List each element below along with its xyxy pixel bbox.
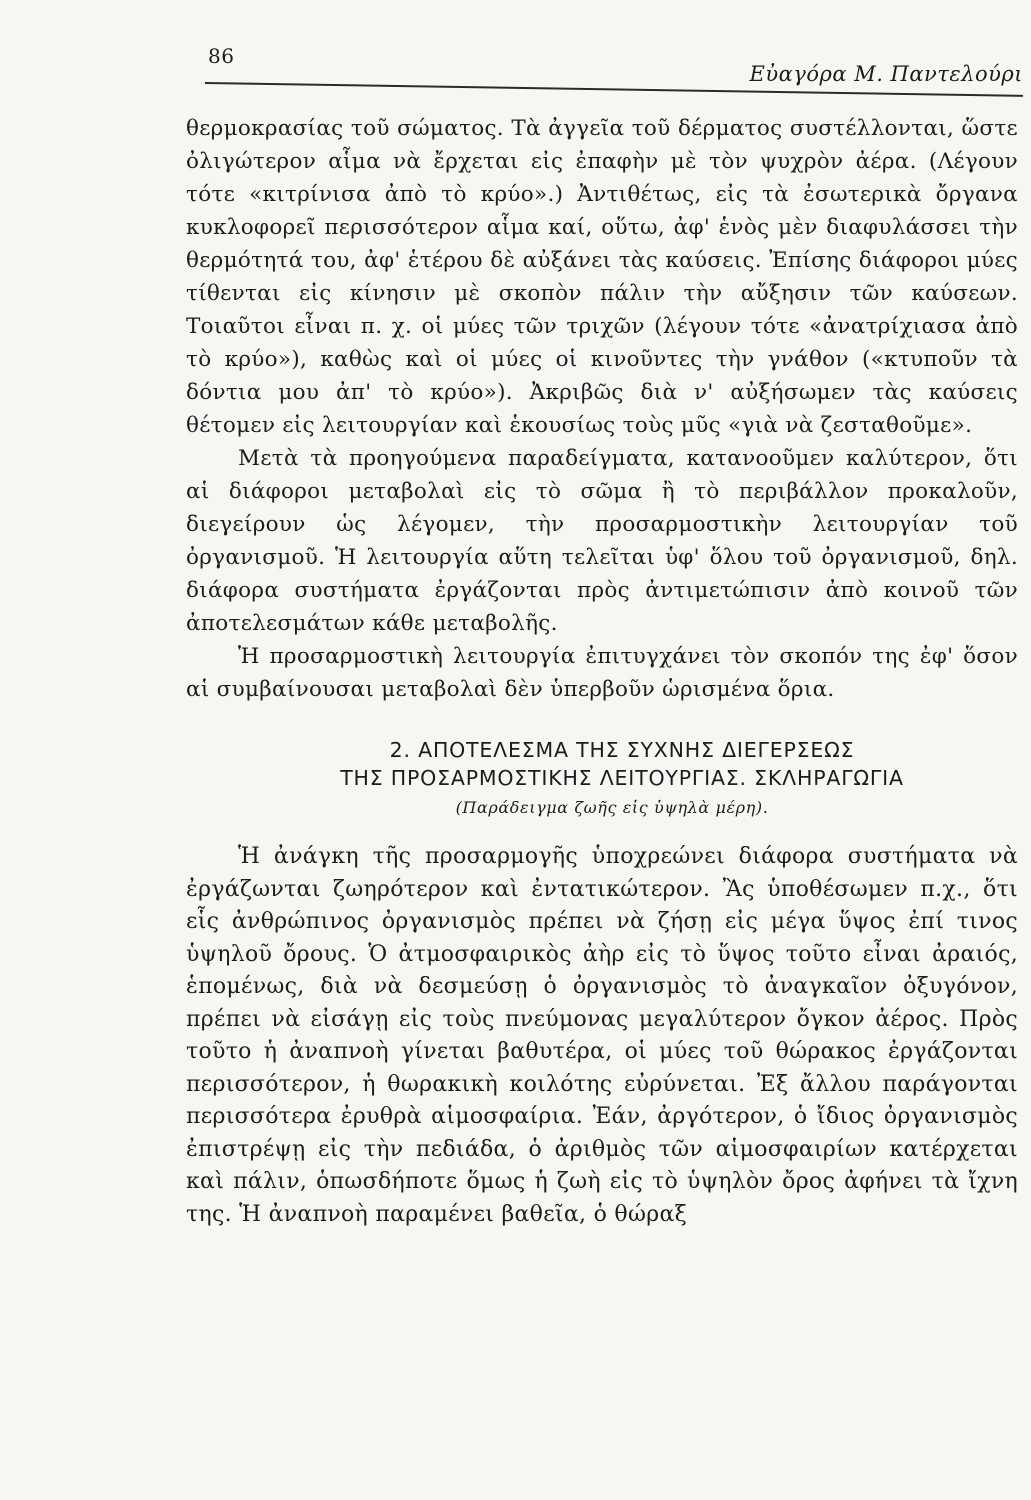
page-number: 86 — [208, 44, 235, 68]
section-paragraph: Ἡ ἀνάγκη τῆς προσαρμογῆς ὑποχρεώνει διάφορα συστήματα νὰ ἐργάζωνται ζωηρότερον καὶ ἐντατικώτερον. Ἂς ὑποθέσωμεν π.χ., ὅτι εἷς ἀνθρώπινος ὀργανισμὸς πρέπει νὰ ζήσῃ εἰς μέγα ὕψος ἐπί τινος ὑψηλοῦ ὄρους. Ὁ ἀτμοσφαιρικὸς ἀὴρ εἰς τὸ ὕψος τοῦτο εἶναι ἀραιός, ἑπομένως, διὰ νὰ δεσμεύσῃ ὁ ὀργανισμὸς τὸ ἀναγκαῖον ὀξυγόνον, πρέπει νὰ εἰσάγῃ εἰς τοὺς πνεύμονας μεγαλύτερον ὄγκον ἀέρος. Πρὸς τοῦτο ἡ ἀναπνοὴ γίνεται βαθυτέρα, οἱ μύες τοῦ θώρακος ἐργάζονται περισσότερον, ἡ θωρακικὴ κοιλότης εὐρύνεται. Ἐξ ἄλλου παράγονται περισσότερα ἐρυθρὰ αἱμοσφαίρια. Ἐάν, ἀργότερον, ὁ ἴδιος ὀργανισμὸς ἐπιστρέψῃ εἰς τὴν πεδιάδα, ὁ ἀριθμὸς τῶν αἱμοσφαιρίων κατέρχεται καὶ πάλιν, ὁπωσδήποτε ὅμως ἡ ζωὴ εἰς τὸ ὑψηλὸν ὄρος ἀφήνει τὰ ἴχνη της. Ἡ ἀναπνοὴ παραμένει βαθεῖα, ὁ θώραξ — [186, 844, 1018, 1227]
paragraph-3: Ἡ προσαρμοστικὴ λειτουργία ἐπιτυγχάνει τὸν σκοπόν της ἐφ' ὅσον αἱ συμβαίνουσαι μεταβολαὶ δὲν ὑπερβοῦν ὡρισμένα ὅρια. — [186, 644, 1018, 702]
section-heading — [186, 736, 1018, 792]
running-head: Εὐαγόρα Μ. Παντελούρι — [749, 62, 1023, 86]
page-body — [186, 112, 1018, 1231]
section-heading-line-1: 2. ΑΠΟΤΕΛΕΣΜΑ ΤΗΣ ΣΥΧΝΗΣ ΔΙΕΓΕΡΣΕΩΣ — [389, 738, 855, 762]
section-subtitle: (Παράδειγμα ζωῆς εἰς ὑψηλὰ μέρη). — [455, 798, 769, 817]
paragraph-1: θερμοκρασίας τοῦ σώματος. Τὰ ἀγγεῖα τοῦ δέρματος συστέλλονται, ὥστε ὀλιγώτερον αἷμα νὰ ἔρχεται εἰς ἐπαφὴν μὲ τὸν ψυχρὸν ἀέρα. (Λέγουν τότε «κιτρίνισα ἀπὸ τὸ κρύο».) Ἀντιθέτως, εἰς τὰ ἐσωτερικὰ ὄργανα κυκλοφορεῖ περισσότερον αἷμα καί, οὕτω, ἀφ' ἑνὸς μὲν διαφυλάσσει τὴν θερμότητά του, ἀφ' ἑτέρου δὲ αὐξάνει τὰς καύσεις. Ἐπίσης διάφοροι μύες τίθενται εἰς κίνησιν μὲ σκοπὸν πάλιν τὴν αὔξησιν τῶν καύσεων. Τοιαῦτοι εἶναι π. χ. οἱ μύες τῶν τριχῶν (λέγουν τότε «ἀνατρίχιασα ἀπὸ τὸ κρύο»), καθὼς καὶ οἱ μύες οἱ κινοῦντες τὴν γνάθον («κτυποῦν τὰ δόντια μου ἀπ' τὸ κρύο»). Ἀκριβῶς διὰ ν' αὐξήσωμεν τὰς καύσεις θέτομεν εἰς λειτουργίαν καὶ ἑκουσίως τοὺς μῦς «γιὰ νὰ ζεσταθοῦμε». — [186, 116, 1018, 438]
section-heading-line-2: ΤΗΣ ΠΡΟΣΑΡΜΟΣΤΙΚΗΣ ΛΕΙΤΟΥΡΓΙΑΣ. ΣΚΛΗΡΑΓΩΓΙΑ — [340, 766, 904, 790]
paragraph-2: Μετὰ τὰ προηγούμενα παραδείγματα, κατανοοῦμεν καλύτερον, ὅτι αἱ διάφοροι μεταβολαὶ εἰς τὸ σῶμα ἢ τὸ περιβάλλον προκαλοῦν, διεγείρουν ὡς λέγομεν, τὴν προσαρμοστικὴν λειτουργίαν τοῦ ὀργανισμοῦ. Ἡ λειτουργία αὕτη τελεῖται ὑφ' ὅλου τοῦ ὀργανισμοῦ, δηλ. διάφορα συστήματα ἐργάζονται πρὸς ἀντιμετώπισιν ἀπὸ κοινοῦ τῶν ἀποτελεσμάτων κάθε μεταβολῆς. — [186, 446, 1018, 636]
